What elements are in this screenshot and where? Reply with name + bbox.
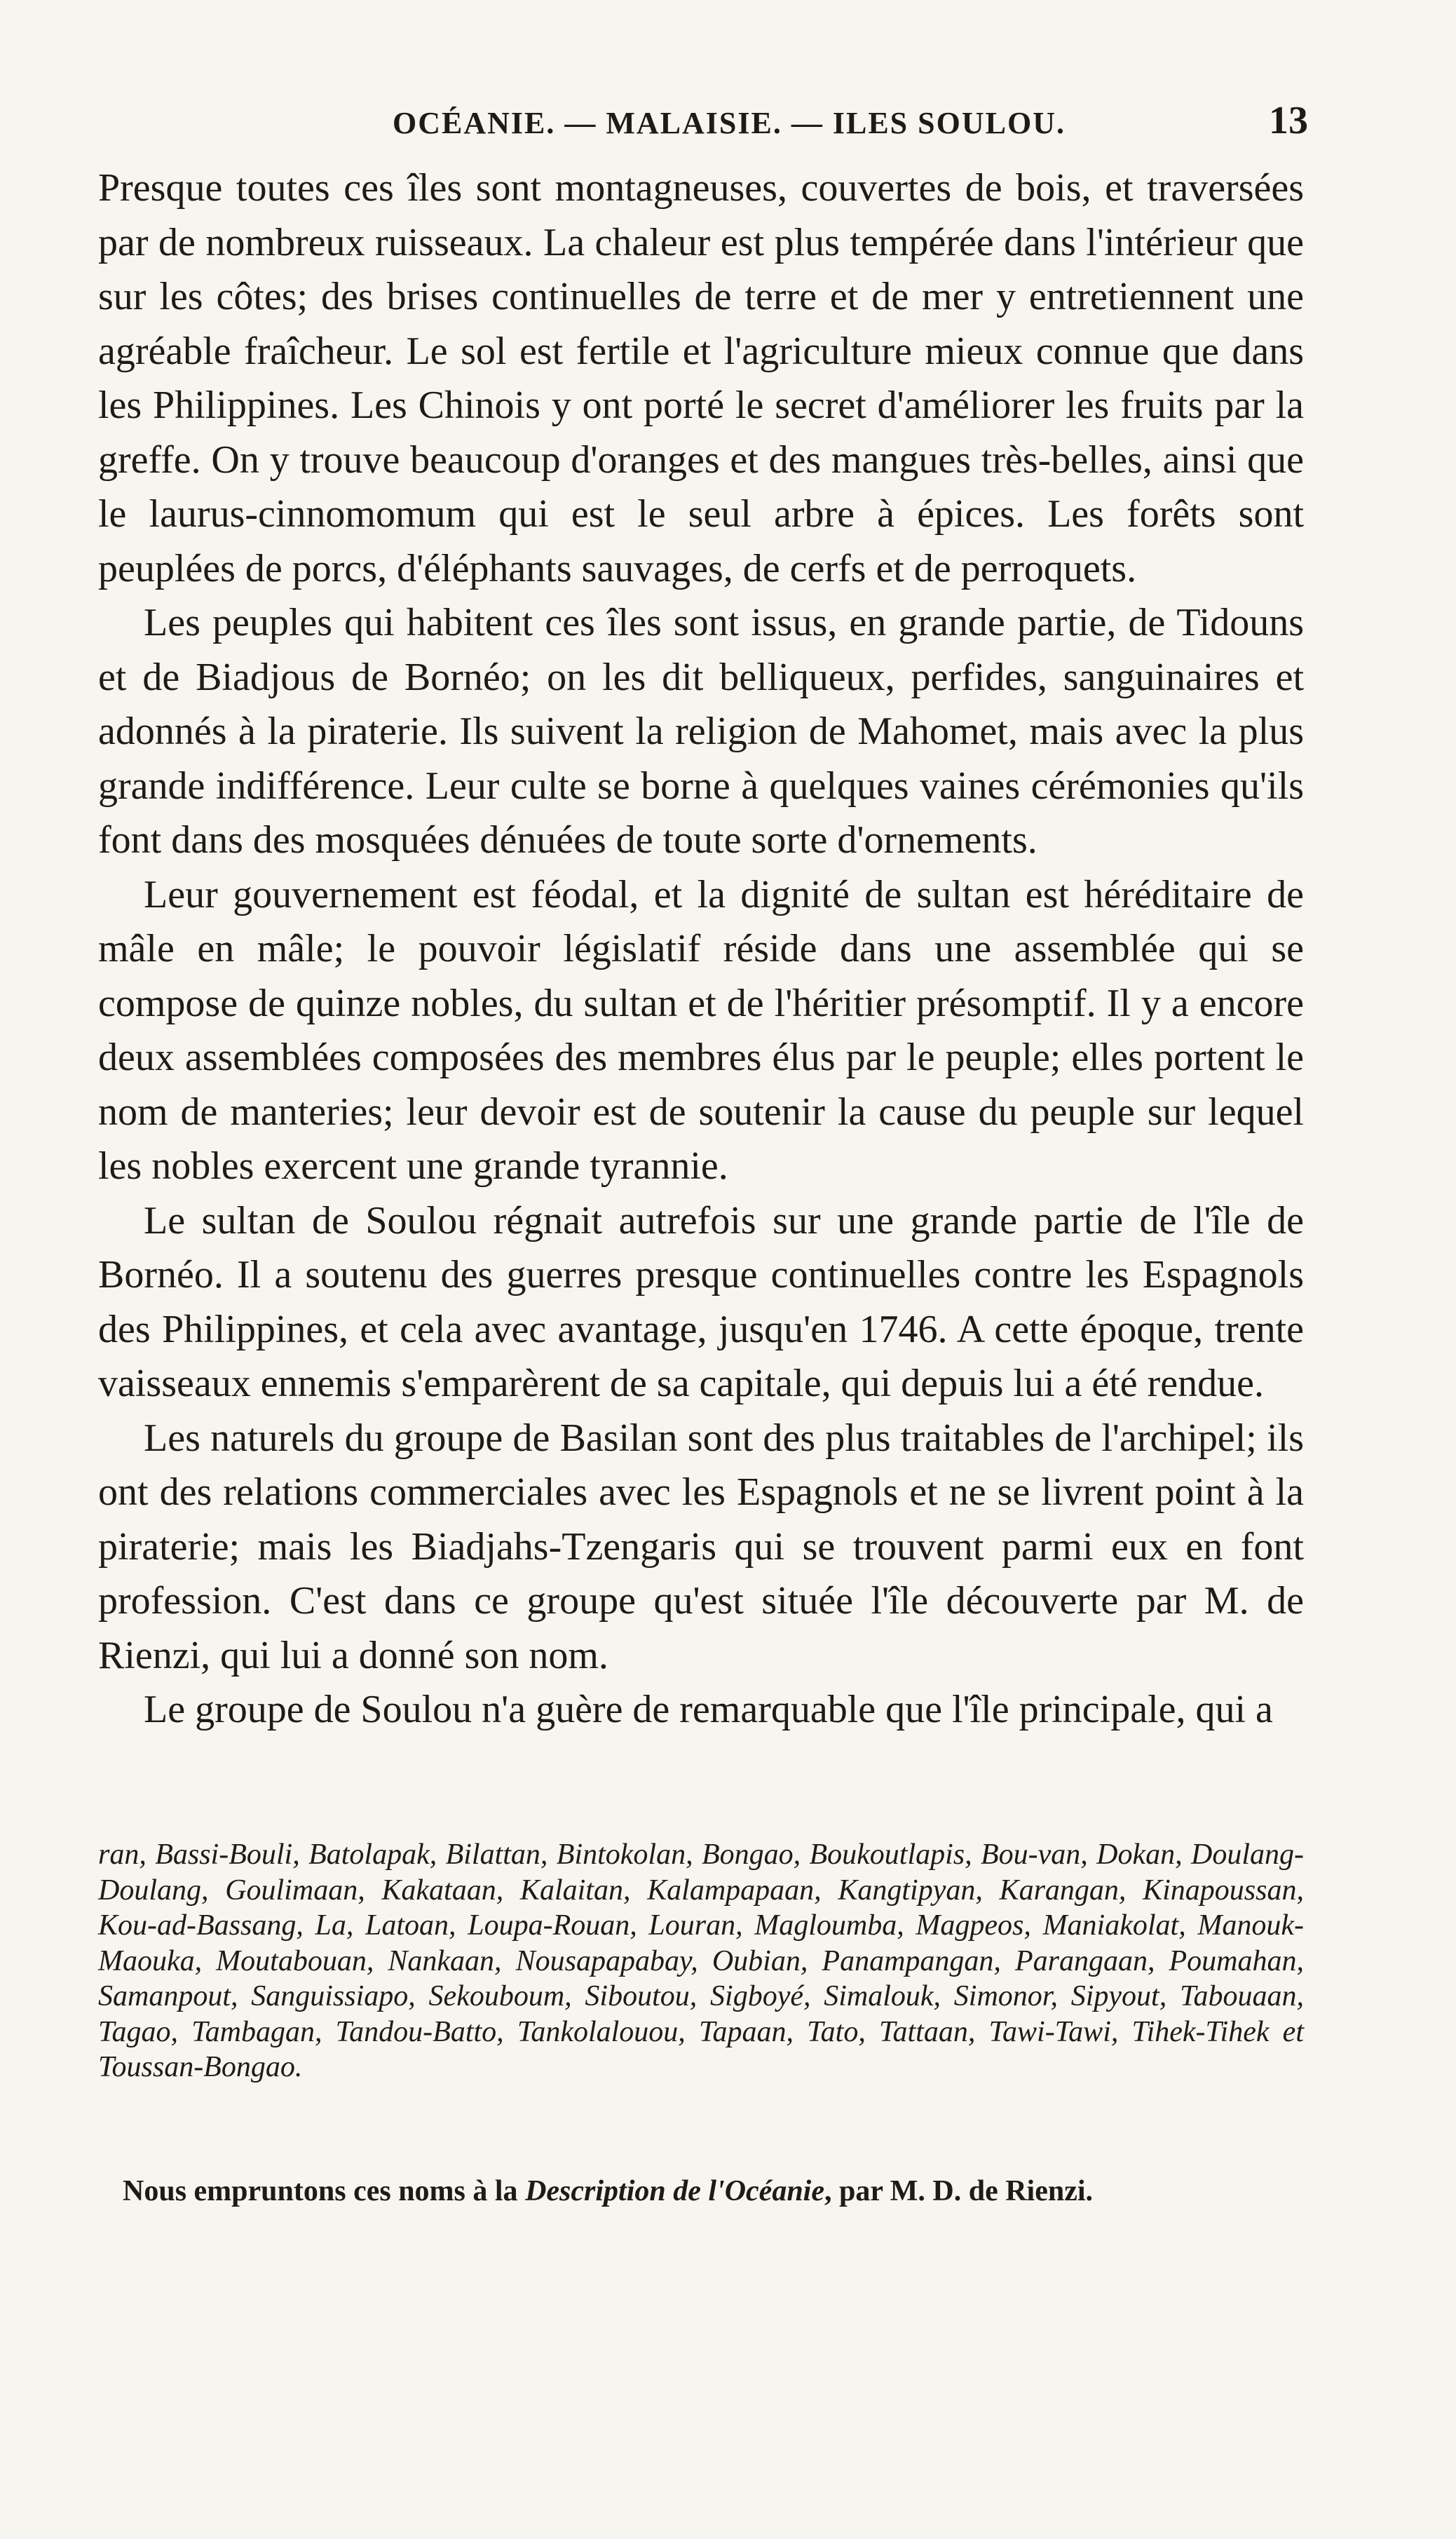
main-text — [98, 161, 1304, 1738]
paragraph: Presque toutes ces îles sont montagneuses, couvertes de bois, et traversées par de nombreux ruisseaux. La chaleur est plus tempérée dans l'intérieur que sur les côtes; des brises continuelles de terre et de mer y entretiennent une agréable fraîcheur. Le sol est fertile et l'agriculture mieux connue que dans les Philippines. Les Chinois y ont porté le secret d'améliorer les fruits par la greffe. On y trouve beaucoup d'oranges et des mangues très-belles, ainsi que le laurus-cinnomomum qui est le seul arbre à épices. Les forêts sont peuplées de porcs, d'éléphants sauvages, de cerfs et de perroquets. — [98, 166, 1304, 590]
paragraph: Les peuples qui habitent ces îles sont issus, en grande partie, de Tidouns et de Biadjous de Bornéo; on les dit belliqueux, perfides, sanguinaires et adonnés à la piraterie. Ils suivent la religion de Mahomet, mais avec la plus grande indifférence. Leur culte se borne à quelques vaines cérémonies qu'ils font dans des mosquées dénuées de toute sorte d'ornements. — [98, 601, 1304, 862]
footnote-source-prefix: Nous empruntons ces noms à la — [123, 2175, 518, 2207]
footnote-source-title: Description de l'Océanie — [525, 2175, 824, 2207]
paragraph: Leur gouvernement est féodal, et la dignité de sultan est héréditaire de mâle en mâle; le pouvoir législatif réside dans une assemblée qui se compose de quinze nobles, du sultan et de l'héritier présomptif. Il y a encore deux assemblées composées des membres élus par le peuple; elles portent le nom de manteries; leur devoir est de soutenir la cause du peuple sur lequel les nobles exercent une grande tyrannie. — [98, 872, 1304, 1188]
footnote-source — [123, 2174, 1314, 2209]
paragraph: Le sultan de Soulou régnait autrefois sur une grande partie de l'île de Bornéo. Il a soutenu des guerres presque continuelles contre les Espagnols des Philippines, et cela avec avantage, jusqu'en 1746. A cette époque, trente vaisseaux ennemis s'emparèrent de sa capitale, qui depuis lui a été rendue. — [98, 1198, 1304, 1405]
page-number: 13 — [1269, 99, 1308, 142]
paragraph: Le groupe de Soulou n'a guère de remarquable que l'île principale, qui a — [144, 1688, 1273, 1731]
paragraph: Les naturels du groupe de Basilan sont des plus traitables de l'archipel; ils ont des relations commerciales avec les Espagnols et ne se livrent point à la piraterie; mais les Biadjahs-Tzengaris qui se trouvent parmi eux en font profession. C'est dans ce groupe qu'est située l'île découverte par M. de Rienzi, qui lui a donné son nom. — [98, 1416, 1304, 1677]
running-title: OCÉANIE. — MALAISIE. — ILES SOULOU. — [393, 106, 1066, 140]
footnote-place-names: ran, Bassi-Bouli, Batolapak, Bilattan, Bintokolan, Bongao, Boukoutlapis, Bou-van, Dokan, Doulang-Doulang, Goulimaan, Kakataan, Kalaitan, Kalampapaan, Kangtipyan, Karangan, Kinapoussan, Kou-ad-Bassang, La, Latoan, Loupa-Rouan, Louran, Magloumba, Magpeos, Maniakolat, Manouk-Maouka, Moutabouan, Nankaan, Nousapapabay, Oubian, Panampangan, Parangaan, Poumahan, Samanpout, Sanguissiapo, Sekouboum, Siboutou, Sigboyé, Simalouk, Simonor, Sipyout, Tabouaan, Tagao, Tambagan, Tandou-Batto, Tankolalouou, Tapaan, Tato, Tattaan, Tawi-Tawi, Tihek-Tihek et Toussan-Bongao. — [98, 1839, 1304, 2083]
footnote-source-suffix: , par M. D. de Rienzi. — [824, 2175, 1094, 2207]
